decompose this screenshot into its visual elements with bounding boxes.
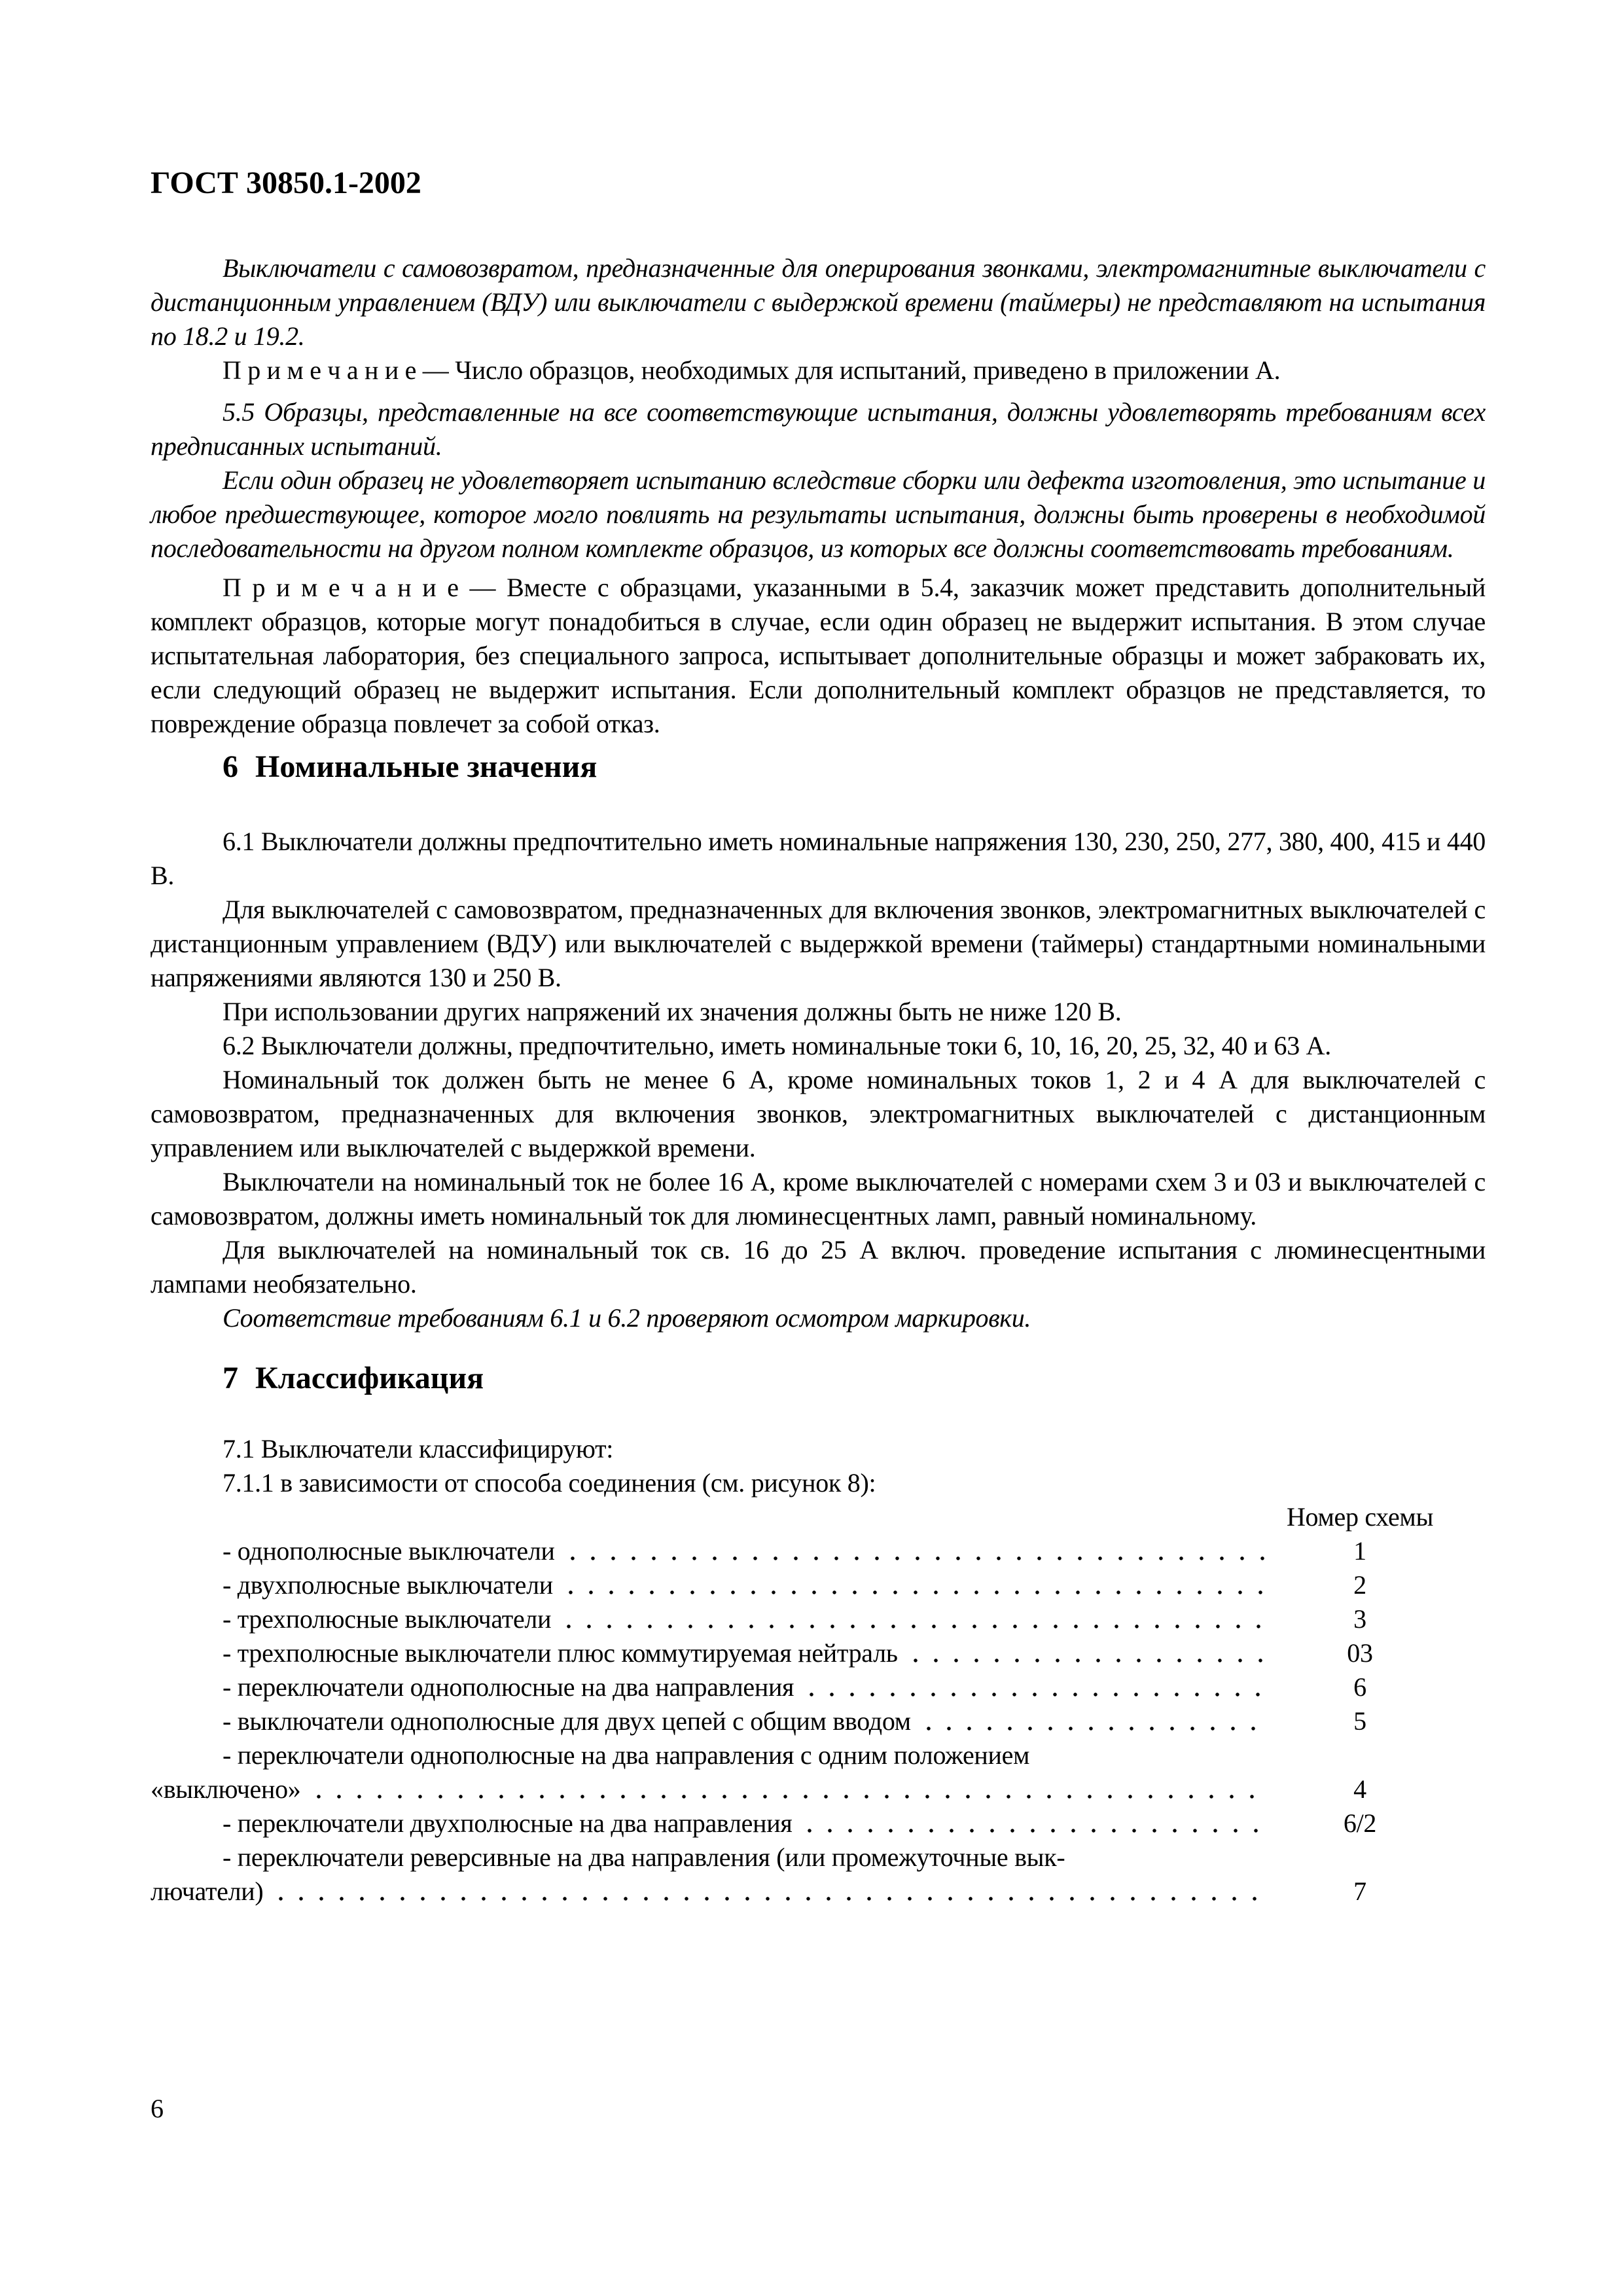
- dot-leader: [317, 1793, 1269, 1801]
- dot-leader: [808, 1827, 1268, 1835]
- list-item-reversing-line2: лючатели) 7: [151, 1876, 1366, 1906]
- paragraph-16-25A: Для выключателей на номинальный ток св. 16 до 25 А включ. проведение испытания с люминесцентными лампами необязательно.: [151, 1235, 1486, 1299]
- scheme-classification-list: [151, 1500, 1486, 1909]
- list-item-three-pole: - трехполюсные выключатели 3: [223, 1604, 1366, 1634]
- paragraph-6-1: 6.1 Выключатели должны предпочтительно иметь номинальные напряжения 130, 230, 250, 277, 380, 400, 415 и 440 В.: [151, 827, 1486, 890]
- paragraph-7-1: 7.1 Выключатели классифицируют:: [223, 1434, 614, 1463]
- list-item-three-pole-neutral: - трехполюсные выключатели плюс коммутируемая нейтраль 03: [223, 1638, 1373, 1668]
- section-7-title: Классификация: [255, 1361, 484, 1395]
- dot-leader: [571, 1554, 1268, 1562]
- section-6-heading: [151, 747, 1486, 787]
- list-item-reversing-line1: - переключатели реверсивные на два направления (или промежуточные вык-: [223, 1842, 1065, 1872]
- paragraph-16A-lamps: Выключатели на номинальный ток не более 16 А, кроме выключателей с номерами схем 3 и 03 и выключателей с самовозвратом, должны иметь номинальный ток для люминесцентных ламп, равный номинальному.: [151, 1167, 1486, 1230]
- list-item-off-position-line2: «выключено» 4: [151, 1774, 1366, 1804]
- list-item-two-way-single-pole: - переключатели однополюсные на два направления 6: [223, 1672, 1366, 1702]
- scheme-column-header: Номер схемы: [1286, 1502, 1434, 1532]
- list-item-off-position-line1: - переключатели однополюсные на два направления с одним положением: [223, 1740, 1030, 1770]
- page-number: 6: [151, 2094, 164, 2123]
- scheme-column-header-row: [151, 1500, 1486, 1534]
- paragraph-one-sample-fail: Если один образец не удовлетворяет испытанию вследствие сборки или дефекта изготовления, это испытание и любое предшествующее, которое могло повлиять на результаты испытания, должны быть проверены в необходимой последовательности на другом полном комплекте образцов, из которых все должны соответствовать требованиям.: [151, 465, 1486, 563]
- paragraph-conformity-check: Соответствие требованиям 6.1 и 6.2 проверяют осмотром маркировки.: [223, 1303, 1031, 1333]
- section-6-title: Номинальные значения: [255, 749, 597, 784]
- list-item-single-pole: - однополюсные выключатели 1: [223, 1536, 1366, 1566]
- list-item-two-pole-two-way: - переключатели двухполюсные на два направления 6/2: [223, 1808, 1377, 1838]
- paragraph-5-5: 5.5 Образцы, представленные на все соответствующие испытания, должны удовлетворять требованиям всех предписанных испытаний.: [151, 397, 1486, 461]
- note-samples-count: П р и м е ч а н и е — Число образцов, необходимых для испытаний, приведено в приложении А.: [223, 355, 1281, 385]
- paragraph-bell-switches: Для выключателей с самовозвратом, предназначенных для включения звонков, электромагнитных выключателей с дистанционным управлением (ВДУ) или выключателей с выдержкой времени (таймеры) стандартными номинальными напряжениями являются 130 и 250 В.: [151, 895, 1486, 992]
- dot-leader: [914, 1657, 1268, 1664]
- dot-leader: [569, 1588, 1268, 1596]
- list-item-two-pole: - двухполюсные выключатели 2: [223, 1570, 1366, 1600]
- dot-leader: [279, 1895, 1268, 1903]
- paragraph-other-voltages: При использовании других напряжений их значения должны быть не ниже 120 В.: [223, 997, 1122, 1026]
- paragraph-7-1-1: 7.1.1 в зависимости от способа соединения (см. рисунок 8):: [223, 1468, 876, 1498]
- dot-leader: [927, 1725, 1268, 1732]
- section-7-number: 7: [223, 1361, 238, 1395]
- section-7-heading: [151, 1359, 1486, 1398]
- section-6-number: 6: [223, 749, 238, 784]
- intro-paragraph-timers: Выключатели с самовозвратом, предназначенные для оперирования звонками, электромагнитные выключатели с дистанционным управлением (ВДУ) или выключатели с выдержкой времени (таймеры) не представляют на испытания по 18.2 и 19.2.: [151, 253, 1486, 351]
- doc-number-header: ГОСТ 30850.1-2002: [151, 166, 421, 200]
- note-additional-samples: П р и м е ч а н и е — Вместе с образцами, указанными в 5.4, заказчик может представить дополнительный комплект образцов, которые могут понадобиться в случае, если один образец не выдержит испытания. В этом случае испытательная лаборатория, без специального запроса, испытывает дополнительные образцы и может забраковать их, если следующий образец не выдержит испытания. Если дополнительный комплект образцов не представляется, то повреждение образца повлечет за собой отказ.: [151, 573, 1486, 738]
- dot-leader: [810, 1691, 1268, 1698]
- dot-leader: [567, 1623, 1268, 1630]
- paragraph-6-2: 6.2 Выключатели должны, предпочтительно, иметь номинальные токи 6, 10, 16, 20, 25, 32, 40 и 63 А.: [223, 1031, 1331, 1060]
- list-item-two-circuits-common-input: - выключатели однополюсные для двух цепей с общим вводом 5: [223, 1706, 1366, 1736]
- paragraph-min-current: Номинальный ток должен быть не менее 6 А, кроме номинальных токов 1, 2 и 4 А для выключателей с самовозвратом, предназначенных для включения звонков, электромагнитных выключателей с дистанционным управлением или выключателей с выдержкой времени.: [151, 1065, 1486, 1162]
